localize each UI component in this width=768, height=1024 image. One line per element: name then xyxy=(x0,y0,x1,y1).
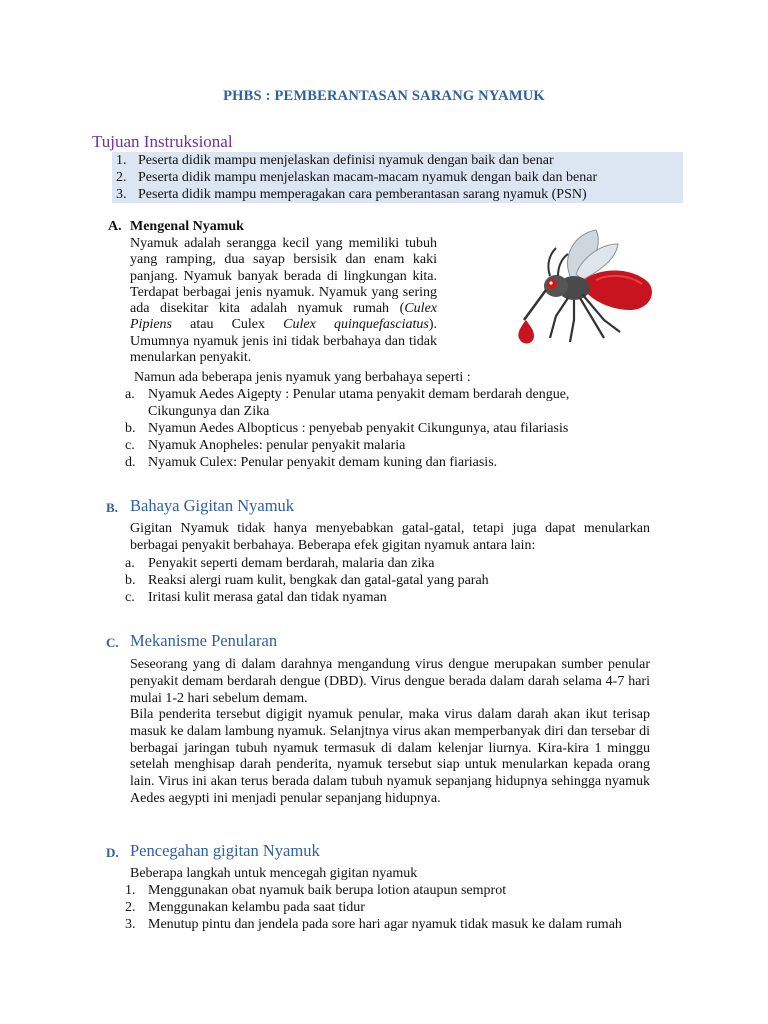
list-marker: c. xyxy=(125,438,135,453)
species-name: Culex quinquefasciatus xyxy=(283,317,429,333)
section-d-letter: D. xyxy=(106,845,119,860)
objective-text: Peserta didik mampu menjelaskan definisi nyamuk dengan baik dan benar xyxy=(138,153,554,168)
list-item: Nyamuk Aedes Aigepty : Penular utama penyakit demam berdarah dengue, xyxy=(148,387,570,402)
objective-number: 2. xyxy=(116,170,127,185)
list-marker: 3. xyxy=(125,917,136,932)
list-item: Iritasi kulit merasa gatal dan tidak nyaman xyxy=(148,590,387,605)
section-d-intro: Beberapa langkah untuk mencegah gigitan nyamuk xyxy=(130,866,418,881)
section-b-paragraph: Gigitan Nyamuk tidak hanya menyebabkan gatal-gatal, tetapi juga dapat menularkan berbagai penyakit berbahaya. Beberapa efek gigitan nyamuk antara lain: xyxy=(130,521,650,553)
list-item-continuation: Cikungunya dan Zika xyxy=(148,404,270,419)
mosquito-proboscis xyxy=(524,290,546,320)
objective-number: 1. xyxy=(116,153,127,168)
species-name: Culex Pipiens xyxy=(130,301,437,333)
list-marker: a. xyxy=(125,387,135,402)
section-d-heading: Pencegahan gigitan Nyamuk xyxy=(130,841,320,860)
list-marker: d. xyxy=(125,455,136,470)
section-b-letter: B. xyxy=(106,500,118,515)
mosquito-illustration xyxy=(512,228,660,346)
list-item: Nyamuk Culex: Penular penyakit demam kuning dan fiariasis. xyxy=(148,455,498,470)
section-c-heading: Mekanisme Penularan xyxy=(130,631,278,650)
section-b-heading: Bahaya Gigitan Nyamuk xyxy=(130,496,295,515)
list-marker: b. xyxy=(125,573,136,588)
objective-number: 3. xyxy=(116,187,127,202)
blood-drop-icon xyxy=(518,320,534,343)
list-marker: c. xyxy=(125,590,135,605)
section-c-paragraph-2: Bila penderita tersebut digigit nyamuk penular, maka virus dalam darah akan ikut terisap masuk ke dalam lambung nyamuk. Selanjtnya virus akan memperbanyak diri dan tersebar di berbagai jaringan tubuh nyamuk termasuk di dalam kelenjar liurnya. Kira-kira 1 minggu setelah menghisap darah penderita, nyamuk tersebut siap untuk menularkan kepada orang lain. Virus ini akan terus berada dalam tubuh nyamuk sepanjang hidupnya sehingga nyamuk Aedes aegypti ini menjadi penular sepanjang hidupnya. xyxy=(130,707,650,806)
objectives-heading: Tujuan Instruksional xyxy=(92,132,233,151)
list-marker: 2. xyxy=(125,900,136,915)
section-a-paragraph: Nyamuk adalah serangga kecil yang memiliki tubuh yang ramping, dua sayap bersisik dan enam kaki panjang. Nyamuk banyak berada di lingkungan kita. Terdapat berbagai jenis nyamuk. Nyamuk yang sering ada disekitar kita adalah nyamuk rumah (Culex Pipiens atau Culex Culex quinquefasciatus). Umumnya nyamuk jenis ini tidak berbahaya dan tidak menularkan penyakit. xyxy=(130,236,437,366)
objective-item xyxy=(116,152,554,169)
objective-text: Peserta didik mampu memperagakan cara pemberantasan sarang nyamuk (PSN) xyxy=(138,187,587,202)
section-a-letter: A. xyxy=(108,219,122,234)
section-a-heading: Mengenal Nyamuk xyxy=(130,219,244,234)
section-a-list xyxy=(0,386,768,471)
section-a-intro: Namun ada beberapa jenis nyamuk yang berbahaya seperti : xyxy=(134,370,471,385)
list-item: Menggunakan obat nyamuk baik berupa lotion ataupun semprot xyxy=(148,883,507,898)
list-item: Nyamun Aedes Albopticus : penyebab penyakit Cikungunya, atau filariasis xyxy=(148,421,569,436)
list-marker: a. xyxy=(125,556,135,571)
list-item: Penyakit seperti demam berdarah, malaria dan zika xyxy=(148,556,435,571)
objective-text: Peserta didik mampu menjelaskan macam-macam nyamuk dengan baik dan benar xyxy=(138,170,598,185)
objective-item xyxy=(116,169,597,186)
section-c-paragraph-1: Seseorang yang di dalam darahnya mengandung virus dengue merupakan sumber penular penyakit demam berdarah dengue (DBD). Virus dengue berada dalam darah selama 4-7 hari mulai 1-2 hari sebelum demam. xyxy=(130,657,650,706)
list-marker: 1. xyxy=(125,883,136,898)
section-c-letter: C. xyxy=(106,635,119,650)
list-item: Reaksi alergi ruam kulit, bengkak dan gatal-gatal yang parah xyxy=(148,573,489,588)
page-title: PHBS : PEMBERANTASAN SARANG NYAMUK xyxy=(223,88,545,104)
list-item: Nyamuk Anopheles: penular penyakit malaria xyxy=(148,438,406,453)
objective-item xyxy=(116,186,587,203)
section-b-list xyxy=(0,555,768,607)
list-marker: b. xyxy=(125,421,136,436)
list-item: Menutup pintu dan jendela pada sore hari agar nyamuk tidak masuk ke dalam rumah xyxy=(148,917,622,932)
section-d-list xyxy=(0,882,768,934)
list-item: Menggunakan kelambu pada saat tidur xyxy=(148,900,365,915)
